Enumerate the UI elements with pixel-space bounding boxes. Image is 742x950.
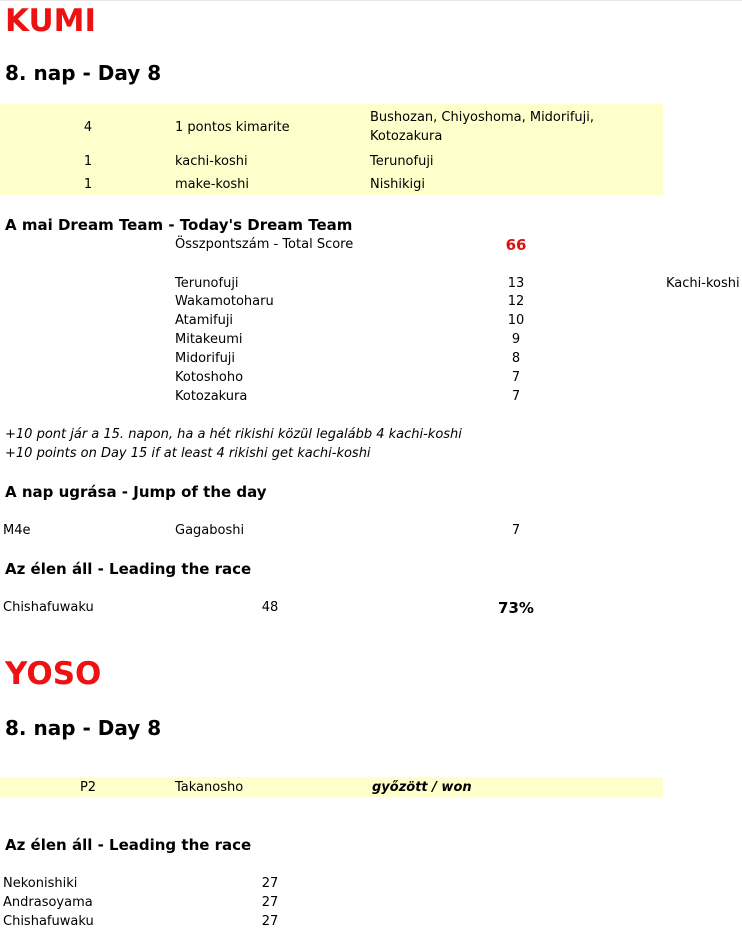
kumi-leading-heading: Az élen áll - Leading the race <box>5 560 252 578</box>
kumi-row-names: Bushozan, Chiyoshoma, Midorifuji, <box>370 110 595 125</box>
dream-team-member-name: Terunofuji <box>175 276 239 291</box>
jump-heading: A nap ugrása - Jump of the day <box>5 483 267 501</box>
top-border <box>0 0 742 1</box>
yoso-leader-points: 27 <box>261 895 279 910</box>
dream-team-member-score: 8 <box>511 351 521 366</box>
total-score-value: 66 <box>505 236 527 254</box>
kumi-row-names: Nishikigi <box>370 177 425 192</box>
total-score-label: Összpontszám - Total Score <box>175 237 354 252</box>
kumi-leader-name: Chishafuwaku <box>3 600 94 615</box>
dream-team-member-name: Kotoshoho <box>175 370 244 385</box>
dream-team-member-name: Kotozakura <box>175 389 248 404</box>
dream-team-member-score: 12 <box>507 294 525 309</box>
kumi-row-count: 4 <box>83 120 93 135</box>
yoso-leader-name: Chishafuwaku <box>3 914 94 929</box>
dream-team-member-name: Wakamotoharu <box>175 294 274 309</box>
dream-team-member-name: Midorifuji <box>175 351 236 366</box>
yoso-leader-name: Nekonishiki <box>3 876 78 891</box>
kumi-leader-points: 48 <box>261 600 279 615</box>
kumi-row-label: make-koshi <box>175 177 250 192</box>
dream-team-member-score: 9 <box>511 332 521 347</box>
dream-team-member-score: 7 <box>511 370 521 385</box>
kumi-row-count: 1 <box>83 154 93 169</box>
dream-team-member-name: Mitakeumi <box>175 332 243 347</box>
kumi-row-names: Terunofuji <box>370 154 434 169</box>
kumi-row-names: Kotozakura <box>370 129 443 144</box>
bonus-note-en: +10 points on Day 15 if at least 4 rikishi get kachi-koshi <box>5 446 371 461</box>
dream-team-heading: A mai Dream Team - Today's Dream Team <box>5 216 353 234</box>
dream-team-member-score: 7 <box>511 389 521 404</box>
kumi-row-label: 1 pontos kimarite <box>175 120 290 135</box>
kumi-row-count: 1 <box>83 177 93 192</box>
kumi-leader-percent: 73% <box>498 599 534 617</box>
jump-rank: M4e <box>3 523 31 538</box>
yoso-leader-name: Andrasoyama <box>3 895 93 910</box>
kumi-day-heading: 8. nap - Day 8 <box>5 61 162 85</box>
yoso-rank: P2 <box>79 780 97 795</box>
bonus-note-hu: +10 pont jár a 15. napon, ha a hét rikishi közül legalább 4 kachi-koshi <box>5 427 462 442</box>
dream-team-member-note: Kachi-koshi <box>666 276 740 291</box>
kumi-row-label: kachi-koshi <box>175 154 248 169</box>
dream-team-member-score: 13 <box>507 276 525 291</box>
yoso-leading-heading: Az élen áll - Leading the race <box>5 836 252 854</box>
yoso-result: győzött / won <box>372 780 472 795</box>
dream-team-member-score: 10 <box>507 313 525 328</box>
yoso-leader-points: 27 <box>261 914 279 929</box>
yoso-leader-points: 27 <box>261 876 279 891</box>
jump-value: 7 <box>511 523 521 538</box>
kumi-title: KUMI <box>5 3 97 39</box>
dream-team-member-name: Atamifuji <box>175 313 234 328</box>
yoso-day-heading: 8. nap - Day 8 <box>5 716 162 740</box>
yoso-title: YOSO <box>5 656 102 692</box>
jump-name: Gagaboshi <box>175 523 245 538</box>
yoso-name: Takanosho <box>175 780 244 795</box>
